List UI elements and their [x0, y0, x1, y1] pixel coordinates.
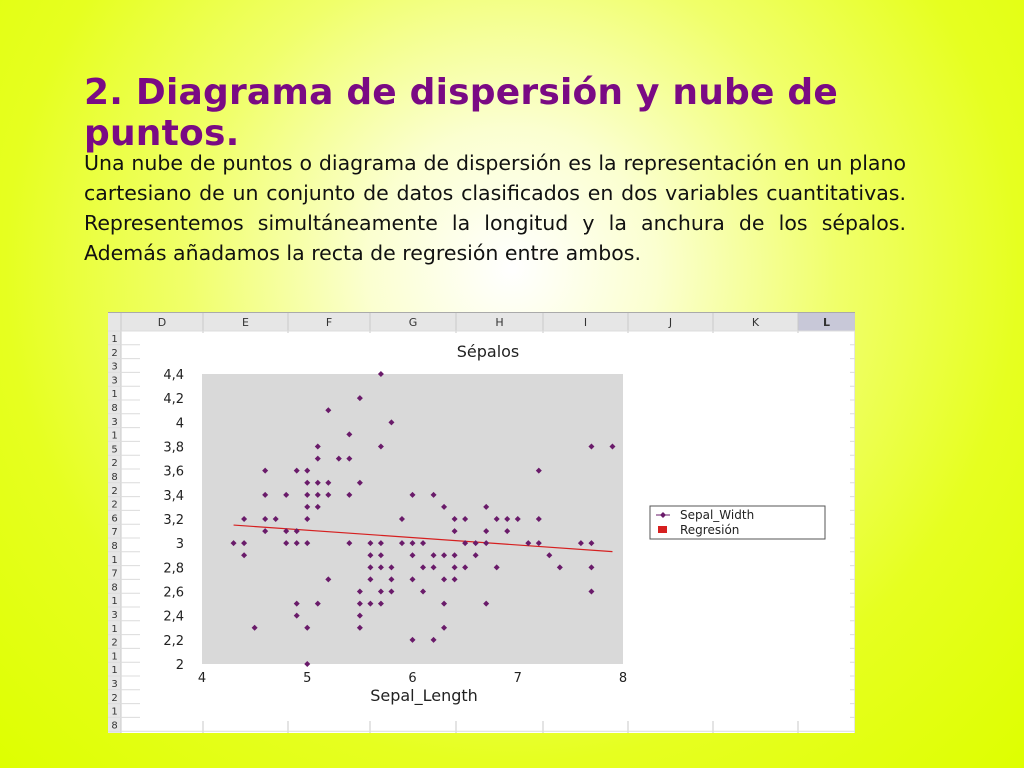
row-header[interactable]: 8: [111, 403, 118, 414]
y-tick-label: 2,2: [163, 633, 184, 649]
row-header[interactable]: 2: [111, 499, 118, 511]
chart-title: Sépalos: [456, 342, 520, 361]
y-tick-label: 2,8: [163, 561, 184, 577]
row-header[interactable]: 8: [111, 541, 118, 552]
column-header-D[interactable]: D: [157, 316, 167, 329]
legend-label-regresion: Regresión: [680, 523, 740, 537]
row-header[interactable]: 3: [111, 416, 118, 428]
x-tick-label: 8: [618, 671, 628, 686]
legend-marker-regresion: [658, 526, 667, 533]
column-header-F[interactable]: F: [325, 316, 333, 329]
row-header[interactable]: 1: [111, 430, 118, 442]
row-header[interactable]: 1: [111, 623, 118, 635]
x-tick-label: 4: [197, 671, 207, 686]
slide-title: 2. Diagrama de dispersión y nube de puntos.: [84, 72, 838, 154]
row-header[interactable]: 2: [111, 637, 118, 649]
y-tick-label: 2,4: [163, 609, 184, 625]
row-header[interactable]: 2: [111, 347, 118, 359]
row-header[interactable]: 8: [111, 472, 118, 483]
row-header[interactable]: 1: [111, 665, 118, 677]
x-axis-label: Sepal_Length: [370, 686, 478, 705]
column-header-G[interactable]: G: [408, 316, 418, 329]
row-header[interactable]: 2: [111, 458, 118, 470]
column-header-H[interactable]: H: [495, 316, 504, 329]
y-tick-label: 4,4: [163, 368, 184, 383]
row-header[interactable]: 3: [111, 610, 118, 621]
row-header[interactable]: 7: [111, 568, 118, 580]
y-tick-label: 3,4: [163, 488, 184, 504]
row-header[interactable]: 1: [111, 596, 118, 608]
chart-legend: [650, 506, 825, 539]
y-tick-label: 3,8: [163, 440, 184, 456]
row-header[interactable]: 3: [111, 375, 118, 387]
row-headers: [111, 334, 117, 731]
row-header[interactable]: 5: [111, 444, 118, 456]
row-header[interactable]: 8: [111, 720, 118, 732]
row-header[interactable]: 1: [111, 554, 118, 566]
y-tick-label: 3,2: [163, 513, 184, 528]
column-header-K[interactable]: K: [751, 316, 760, 329]
spreadsheet-embed: [108, 312, 855, 733]
row-header[interactable]: 6: [111, 513, 118, 525]
row-header[interactable]: 1: [111, 389, 118, 401]
row-header[interactable]: 3: [111, 679, 118, 690]
column-header-L[interactable]: L: [822, 316, 831, 329]
y-tick-label: 3,6: [163, 464, 184, 480]
row-header[interactable]: 1: [111, 334, 118, 345]
y-tick-label: 4,2: [163, 392, 184, 408]
column-header-I[interactable]: I: [583, 316, 588, 329]
slide-body-text: Una nube de puntos o diagrama de dispersión es la representación en un plano cartesiano de un conjunto de datos clasificados en dos variables cuantitativas. Representemos simultáneamente la longitud y la anchura de los sépalos. Además añadamos la recta de regresión entre ambos.: [84, 151, 906, 265]
row-header[interactable]: 2: [111, 692, 118, 704]
row-header[interactable]: 2: [111, 485, 118, 497]
row-header[interactable]: 8: [111, 582, 118, 594]
x-tick-label: 5: [303, 671, 312, 686]
y-tick-label: 2: [175, 658, 184, 673]
column-header-E[interactable]: E: [242, 316, 249, 329]
row-header[interactable]: 3: [111, 361, 118, 373]
x-tick-label: 6: [408, 671, 417, 686]
y-tick-label: 3: [175, 537, 184, 553]
y-tick-label: 2,6: [163, 585, 184, 601]
row-header[interactable]: 1: [111, 651, 118, 663]
column-header-bar: [108, 313, 855, 331]
scatter-chart: [108, 313, 855, 733]
y-tick-label: 4: [175, 416, 184, 432]
x-tick-label: 7: [513, 671, 522, 686]
row-header[interactable]: 1: [111, 706, 118, 718]
legend-label-sepal-width: Sepal_Width: [680, 508, 755, 522]
row-header[interactable]: 7: [111, 527, 118, 539]
column-header-J[interactable]: J: [668, 316, 673, 329]
